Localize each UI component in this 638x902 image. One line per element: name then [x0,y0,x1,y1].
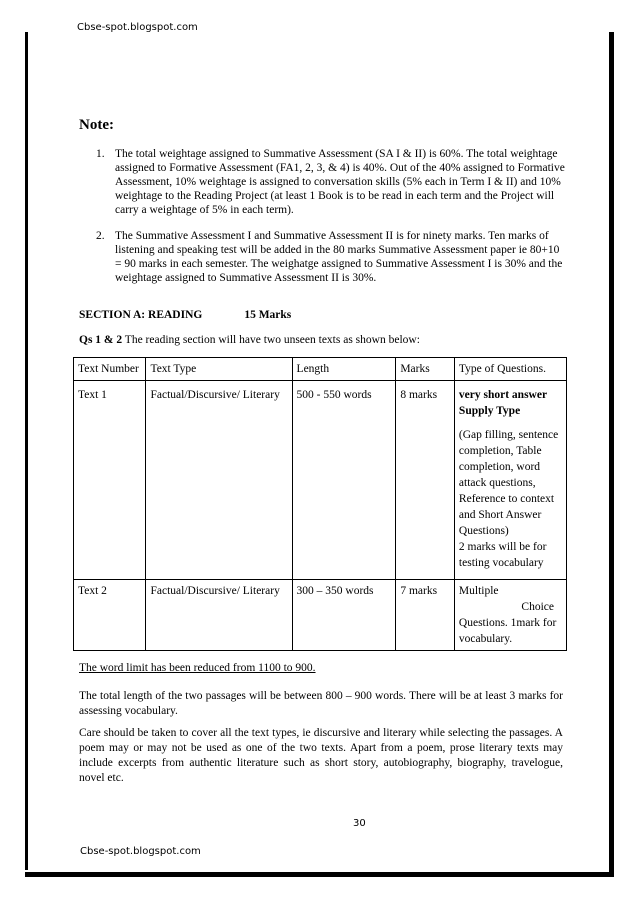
cell-marks: 7 marks [396,580,455,651]
note-item-text: The total weightage assigned to Summative Assessment (SA I & II) is 60%. The total weightage assigned to Formative Assessment (FA1, 2, 3, & 4) is 40%. Out of the 40% assigned to Formative Assessment, 10% weightage is assigned to conversation skills (5% each in Term I & II) and 10% weightage to the Reading Project (at least 1 Book is to be read in each term and the Project will carry a weightage of 5% in each term). [115,148,565,216]
note-item-text: The Summative Assessment I and Summative Assessment II is for ninety marks. Ten marks of listening and speaking test will be added in the 80 marks Summative Assessment paper ie 80+10 = 90 marks in each semester. The weighatge assigned to Summative Assessment I is 30% and the weightage assigned to Summative Assessment II is 30%. [115,230,563,284]
questions-label: Qs 1 & 2 [79,334,123,346]
page-number: 30 [353,818,366,829]
page-border-right [609,32,614,877]
cell-length: 500 - 550 words [292,381,396,580]
note-item-1 [96,147,566,217]
section-marks: 15 Marks [244,309,292,321]
word-limit-note: The word limit has been reduced from 1100 to 900. [79,662,316,674]
questions-intro [79,334,420,346]
care-paragraph: Care should be taken to cover all the text types, ie discursive and literary while selecting the passages. A poem may or may not be used as one of the two texts. Apart from a poem, prose literary texts may include excerpts from authentic literature such as short story, autobiography, biography, travelogue, novel etc. [79,727,563,784]
note-item-number: 1. [96,148,105,160]
section-heading [79,309,291,321]
header-site: Cbse-spot.blogspot.com [77,22,198,33]
cell-type: Factual/Discursive/ Literary [146,381,292,580]
question-type-detail: (Gap filling, sentence completion, Table completion, word attack questions, Reference to context and Short Answer Questions) [458,429,559,537]
questions-text: The reading section will have two unseen texts as shown below: [122,334,420,346]
cell-length: 300 – 350 words [292,580,396,651]
note-item-2 [96,229,566,285]
header-question-type: Type of Questions. [454,358,566,381]
note-item-number: 2. [96,230,105,242]
table-row [74,381,567,580]
table-header-row [74,358,567,381]
header-marks: Marks [396,358,455,381]
question-type-line: Choice [521,601,554,613]
footer-site: Cbse-spot.blogspot.com [80,846,201,857]
page-border-bottom [25,872,614,877]
cell-type: Factual/Discursive/ Literary [146,580,292,651]
section-title: SECTION A: READING [79,309,203,321]
cell-text: Text 2 [74,580,146,651]
table-row [74,580,567,651]
cell-marks: 8 marks [396,381,455,580]
header-length: Length [292,358,396,381]
cell-text: Text 1 [74,381,146,580]
total-length-paragraph: The total length of the two passages will be between 800 – 900 words. There will be at least 3 marks for assessing vocabulary. [79,690,563,717]
note-title: Note: [79,117,114,133]
question-type-main: very short answer Supply Type [458,389,547,417]
header-text-type: Text Type [146,358,292,381]
cell-question-type [454,381,566,580]
cell-question-type [454,580,566,651]
question-type-line: Multiple [458,585,499,597]
page-border-left [25,32,28,870]
question-type-line: Questions. 1mark for vocabulary. [458,617,557,645]
reading-table [73,357,567,651]
question-type-extra: 2 marks will be for testing vocabulary [458,541,547,569]
header-text-number: Text Number [74,358,146,381]
